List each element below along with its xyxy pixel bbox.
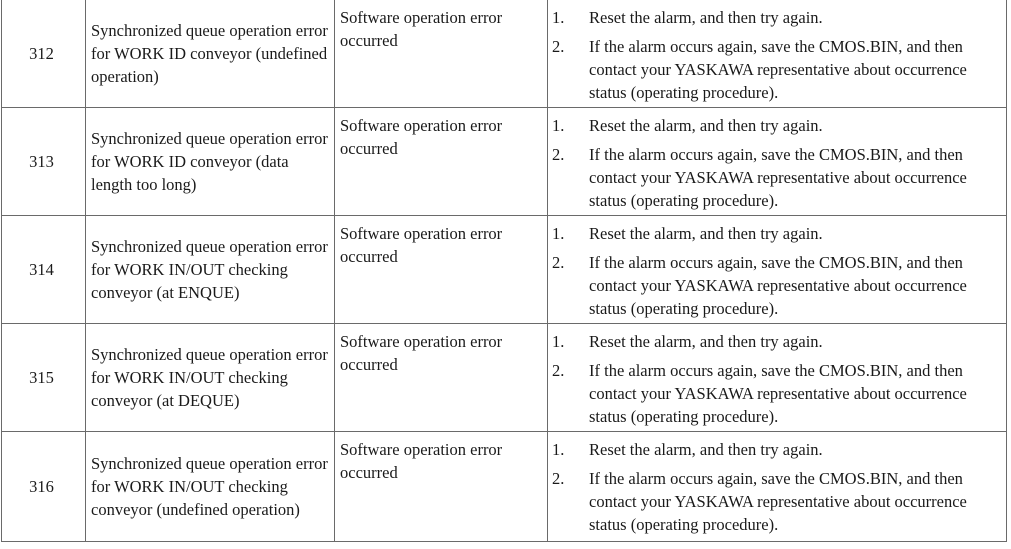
alarm-code-cell	[2, 0, 86, 108]
remedy-step	[552, 330, 1002, 353]
step-text: Reset the alarm, and then try again.	[589, 116, 823, 135]
alarm-code-cell	[2, 216, 86, 324]
step-text: If the alarm occurs again, save the CMOS.BIN, and then contact your YASKAWA representative about occurrence status (operating procedure).	[589, 361, 967, 426]
alarm-cause: Software operation error occurred	[335, 216, 548, 324]
step-number: 1.	[552, 224, 565, 243]
step-text: Reset the alarm, and then try again.	[589, 224, 823, 243]
alarm-remedy	[548, 0, 1007, 108]
step-number: 1.	[552, 440, 565, 459]
alarm-code-cell	[2, 108, 86, 216]
table-row	[2, 108, 1007, 216]
alarm-cause: Software operation error occurred	[335, 108, 548, 216]
step-number: 1.	[552, 116, 565, 135]
step-number: 2.	[552, 253, 565, 272]
step-number: 1.	[552, 8, 565, 27]
alarm-description: Synchronized queue operation error for WORK IN/OUT checking conveyor (undefined operation)	[86, 432, 335, 542]
alarm-remedy	[548, 216, 1007, 324]
table-row	[2, 0, 1007, 108]
step-number: 2.	[552, 37, 565, 56]
remedy-step	[552, 467, 1002, 536]
alarm-remedy	[548, 324, 1007, 432]
alarm-code: 312	[29, 44, 54, 63]
alarm-code: 315	[29, 368, 54, 387]
remedy-step	[552, 114, 1002, 137]
step-text: If the alarm occurs again, save the CMOS.BIN, and then contact your YASKAWA representative about occurrence status (operating procedure).	[589, 253, 967, 318]
table-row	[2, 216, 1007, 324]
remedy-step	[552, 6, 1002, 29]
step-number: 1.	[552, 332, 565, 351]
step-text: If the alarm occurs again, save the CMOS.BIN, and then contact your YASKAWA representative about occurrence status (operating procedure).	[589, 37, 967, 102]
remedy-step	[552, 222, 1002, 245]
alarm-code-cell	[2, 324, 86, 432]
alarm-cause: Software operation error occurred	[335, 0, 548, 108]
alarm-description: Synchronized queue operation error for WORK IN/OUT checking conveyor (at DEQUE)	[86, 324, 335, 432]
alarm-description: Synchronized queue operation error for WORK ID conveyor (data length too long)	[86, 108, 335, 216]
alarm-code-cell	[2, 432, 86, 542]
step-number: 2.	[552, 145, 565, 164]
alarm-table	[1, 0, 1007, 542]
remedy-step	[552, 143, 1002, 212]
step-text: If the alarm occurs again, save the CMOS.BIN, and then contact your YASKAWA representative about occurrence status (operating procedure).	[589, 145, 967, 210]
alarm-code: 313	[29, 152, 54, 171]
step-text: Reset the alarm, and then try again.	[589, 440, 823, 459]
step-number: 2.	[552, 361, 565, 380]
table-row	[2, 324, 1007, 432]
step-text: Reset the alarm, and then try again.	[589, 8, 823, 27]
remedy-step	[552, 251, 1002, 320]
alarm-description: Synchronized queue operation error for WORK ID conveyor (undefined operation)	[86, 0, 335, 108]
alarm-remedy	[548, 108, 1007, 216]
alarm-code: 314	[29, 260, 54, 279]
alarm-cause: Software operation error occurred	[335, 324, 548, 432]
remedy-step	[552, 35, 1002, 104]
alarm-remedy	[548, 432, 1007, 542]
remedy-step	[552, 359, 1002, 428]
step-text: Reset the alarm, and then try again.	[589, 332, 823, 351]
step-text: If the alarm occurs again, save the CMOS.BIN, and then contact your YASKAWA representative about occurrence status (operating procedure).	[589, 469, 967, 534]
remedy-step	[552, 438, 1002, 461]
table-row	[2, 432, 1007, 542]
alarm-code: 316	[29, 477, 54, 496]
alarm-description: Synchronized queue operation error for WORK IN/OUT checking conveyor (at ENQUE)	[86, 216, 335, 324]
step-number: 2.	[552, 469, 565, 488]
alarm-cause: Software operation error occurred	[335, 432, 548, 542]
